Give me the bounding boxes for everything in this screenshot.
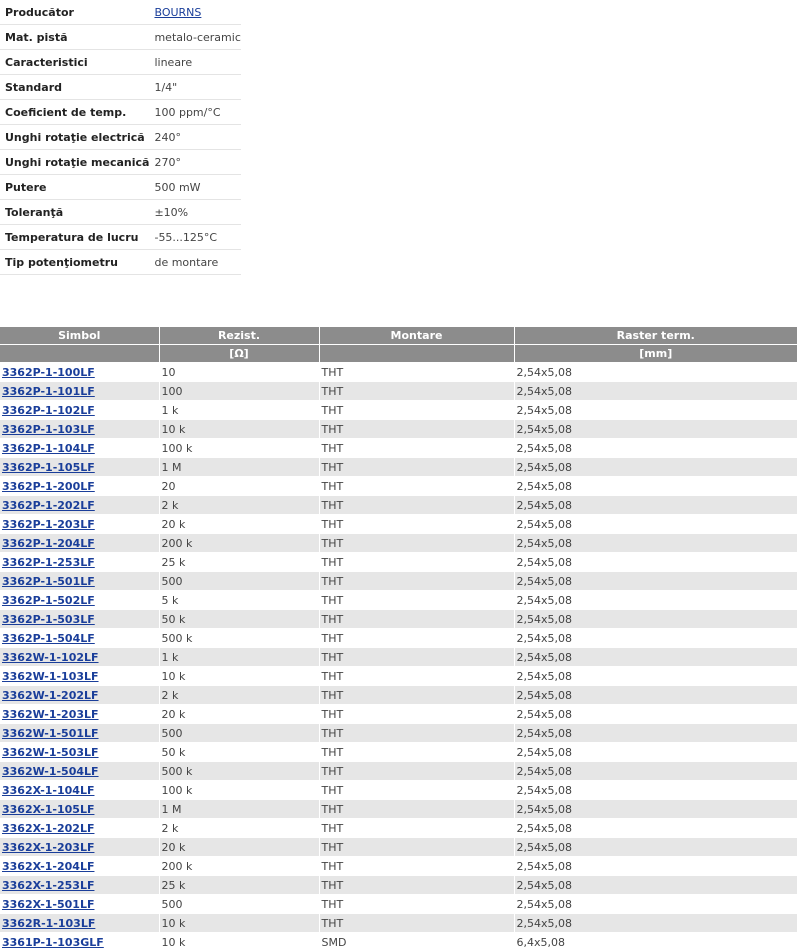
mounting-cell: SMD bbox=[319, 933, 514, 952]
part-link[interactable]: 3362P-1-103LF bbox=[2, 422, 95, 436]
pitch-cell: 2,54x5,08 bbox=[514, 762, 797, 781]
part-link[interactable]: 3362P-1-203LF bbox=[2, 517, 95, 531]
resistance-cell: 20 k bbox=[159, 705, 319, 724]
unit-pitch: [mm] bbox=[514, 345, 797, 363]
table-row bbox=[0, 857, 797, 876]
spec-label: Temperatura de lucru bbox=[0, 225, 149, 250]
mounting-cell: THT bbox=[319, 629, 514, 648]
mounting-cell: THT bbox=[319, 800, 514, 819]
spec-row bbox=[0, 0, 241, 25]
spec-label: Unghi rotaţie electrică bbox=[0, 125, 149, 150]
pitch-cell: 2,54x5,08 bbox=[514, 857, 797, 876]
unit-mounting bbox=[319, 345, 514, 363]
part-link[interactable]: 3362W-1-503LF bbox=[2, 745, 99, 759]
mounting-cell: THT bbox=[319, 610, 514, 629]
table-row bbox=[0, 705, 797, 724]
part-link[interactable]: 3362X-1-104LF bbox=[2, 783, 95, 797]
table-row bbox=[0, 800, 797, 819]
table-row bbox=[0, 610, 797, 629]
spec-row bbox=[0, 75, 241, 100]
table-row bbox=[0, 363, 797, 382]
spec-row bbox=[0, 150, 241, 175]
part-link[interactable]: 3362W-1-504LF bbox=[2, 764, 99, 778]
symbol-cell bbox=[0, 572, 159, 591]
mounting-cell: THT bbox=[319, 553, 514, 572]
resistance-cell: 2 k bbox=[159, 496, 319, 515]
table-row bbox=[0, 534, 797, 553]
resistance-cell: 5 k bbox=[159, 591, 319, 610]
spec-label: Mat. pistă bbox=[0, 25, 149, 50]
resistance-cell: 500 k bbox=[159, 629, 319, 648]
symbol-cell bbox=[0, 363, 159, 382]
spec-value: 1/4" bbox=[149, 75, 240, 100]
pitch-cell: 2,54x5,08 bbox=[514, 477, 797, 496]
manufacturer-link[interactable]: BOURNS bbox=[154, 5, 202, 19]
symbol-cell bbox=[0, 382, 159, 401]
table-row bbox=[0, 914, 797, 933]
parts-table bbox=[0, 327, 797, 952]
column-header-symbol[interactable]: Simbol bbox=[0, 327, 159, 345]
table-row bbox=[0, 819, 797, 838]
spec-value: 500 mW bbox=[149, 175, 240, 200]
resistance-cell: 50 k bbox=[159, 743, 319, 762]
part-link[interactable]: 3362W-1-103LF bbox=[2, 669, 99, 683]
spec-label: Tip potenţiometru bbox=[0, 250, 149, 275]
pitch-cell: 2,54x5,08 bbox=[514, 743, 797, 762]
symbol-cell bbox=[0, 876, 159, 895]
mounting-cell: THT bbox=[319, 743, 514, 762]
part-link[interactable]: 3362P-1-101LF bbox=[2, 384, 95, 398]
symbol-cell bbox=[0, 724, 159, 743]
symbol-cell bbox=[0, 857, 159, 876]
part-link[interactable]: 3362X-1-203LF bbox=[2, 840, 95, 854]
mounting-cell: THT bbox=[319, 667, 514, 686]
resistance-cell: 500 k bbox=[159, 762, 319, 781]
part-link[interactable]: 3362X-1-501LF bbox=[2, 897, 95, 911]
part-link[interactable]: 3362P-1-501LF bbox=[2, 574, 95, 588]
table-row bbox=[0, 762, 797, 781]
spec-value bbox=[149, 0, 240, 25]
mounting-cell: THT bbox=[319, 762, 514, 781]
spec-row bbox=[0, 225, 241, 250]
spec-value: ±10% bbox=[149, 200, 240, 225]
pitch-cell: 2,54x5,08 bbox=[514, 724, 797, 743]
pitch-cell: 2,54x5,08 bbox=[514, 705, 797, 724]
table-row bbox=[0, 477, 797, 496]
mounting-cell: THT bbox=[319, 572, 514, 591]
table-row bbox=[0, 933, 797, 952]
pitch-cell: 2,54x5,08 bbox=[514, 553, 797, 572]
part-link[interactable]: 3362P-1-503LF bbox=[2, 612, 95, 626]
symbol-cell bbox=[0, 477, 159, 496]
spec-row bbox=[0, 100, 241, 125]
pitch-cell: 2,54x5,08 bbox=[514, 838, 797, 857]
symbol-cell bbox=[0, 610, 159, 629]
mounting-cell: THT bbox=[319, 534, 514, 553]
symbol-cell bbox=[0, 762, 159, 781]
spec-row bbox=[0, 250, 241, 275]
spec-row bbox=[0, 125, 241, 150]
resistance-cell: 10 k bbox=[159, 914, 319, 933]
pitch-cell: 2,54x5,08 bbox=[514, 420, 797, 439]
part-link[interactable]: 3362P-1-102LF bbox=[2, 403, 95, 417]
spec-label: Toleranţă bbox=[0, 200, 149, 225]
mounting-cell: THT bbox=[319, 648, 514, 667]
spec-row bbox=[0, 25, 241, 50]
spec-value: lineare bbox=[149, 50, 240, 75]
pitch-cell: 2,54x5,08 bbox=[514, 876, 797, 895]
part-link[interactable]: 3362P-1-100LF bbox=[2, 365, 95, 379]
resistance-cell: 50 k bbox=[159, 610, 319, 629]
part-link[interactable]: 3362P-1-504LF bbox=[2, 631, 95, 645]
table-row bbox=[0, 401, 797, 420]
symbol-cell bbox=[0, 629, 159, 648]
pitch-cell: 2,54x5,08 bbox=[514, 458, 797, 477]
table-row bbox=[0, 667, 797, 686]
mounting-cell: THT bbox=[319, 477, 514, 496]
resistance-cell: 20 bbox=[159, 477, 319, 496]
mounting-cell: THT bbox=[319, 705, 514, 724]
resistance-cell: 20 k bbox=[159, 515, 319, 534]
pitch-cell: 2,54x5,08 bbox=[514, 667, 797, 686]
resistance-cell: 1 k bbox=[159, 648, 319, 667]
mounting-cell: THT bbox=[319, 439, 514, 458]
symbol-cell bbox=[0, 705, 159, 724]
symbol-cell bbox=[0, 439, 159, 458]
resistance-cell: 100 k bbox=[159, 781, 319, 800]
pitch-cell: 2,54x5,08 bbox=[514, 686, 797, 705]
table-row bbox=[0, 439, 797, 458]
pitch-cell: 2,54x5,08 bbox=[514, 496, 797, 515]
spec-row bbox=[0, 175, 241, 200]
symbol-cell bbox=[0, 743, 159, 762]
resistance-cell: 25 k bbox=[159, 876, 319, 895]
specifications-table bbox=[0, 0, 241, 275]
pitch-cell: 2,54x5,08 bbox=[514, 781, 797, 800]
spec-label: Coeficient de temp. bbox=[0, 100, 149, 125]
mounting-cell: THT bbox=[319, 363, 514, 382]
spec-value: 100 ppm/°C bbox=[149, 100, 240, 125]
part-link[interactable]: 3362X-1-202LF bbox=[2, 821, 95, 835]
spec-label: Standard bbox=[0, 75, 149, 100]
header-row bbox=[0, 327, 797, 345]
resistance-cell: 100 bbox=[159, 382, 319, 401]
symbol-cell bbox=[0, 933, 159, 952]
table-row bbox=[0, 895, 797, 914]
resistance-cell: 500 bbox=[159, 895, 319, 914]
pitch-cell: 2,54x5,08 bbox=[514, 534, 797, 553]
part-link[interactable]: 3362P-1-200LF bbox=[2, 479, 95, 493]
resistance-cell: 25 k bbox=[159, 553, 319, 572]
symbol-cell bbox=[0, 667, 159, 686]
mounting-cell: THT bbox=[319, 914, 514, 933]
symbol-cell bbox=[0, 458, 159, 477]
symbol-cell bbox=[0, 496, 159, 515]
mounting-cell: THT bbox=[319, 458, 514, 477]
part-link[interactable]: 3362X-1-105LF bbox=[2, 802, 95, 816]
table-row bbox=[0, 876, 797, 895]
part-link[interactable]: 3362X-1-253LF bbox=[2, 878, 95, 892]
mounting-cell: THT bbox=[319, 686, 514, 705]
part-link[interactable]: 3362P-1-204LF bbox=[2, 536, 95, 550]
symbol-cell bbox=[0, 648, 159, 667]
pitch-cell: 2,54x5,08 bbox=[514, 800, 797, 819]
table-row bbox=[0, 686, 797, 705]
table-row bbox=[0, 781, 797, 800]
pitch-cell: 2,54x5,08 bbox=[514, 439, 797, 458]
resistance-cell: 20 k bbox=[159, 838, 319, 857]
part-link[interactable]: 3362P-1-104LF bbox=[2, 441, 95, 455]
part-link[interactable]: 3362P-1-202LF bbox=[2, 498, 95, 512]
spec-value: 270° bbox=[149, 150, 240, 175]
pitch-cell: 2,54x5,08 bbox=[514, 515, 797, 534]
table-row bbox=[0, 591, 797, 610]
part-link[interactable]: 3362P-1-105LF bbox=[2, 460, 95, 474]
pitch-cell: 2,54x5,08 bbox=[514, 363, 797, 382]
resistance-cell: 1 M bbox=[159, 458, 319, 477]
pitch-cell: 2,54x5,08 bbox=[514, 914, 797, 933]
part-link[interactable]: 3362X-1-204LF bbox=[2, 859, 95, 873]
spec-label: Caracteristici bbox=[0, 50, 149, 75]
mounting-cell: THT bbox=[319, 515, 514, 534]
table-row bbox=[0, 572, 797, 591]
table-row bbox=[0, 515, 797, 534]
mounting-cell: THT bbox=[319, 895, 514, 914]
column-header-resistance[interactable]: Rezist. bbox=[159, 327, 319, 345]
spec-label: Producător bbox=[0, 0, 149, 25]
resistance-cell: 10 k bbox=[159, 667, 319, 686]
symbol-cell bbox=[0, 800, 159, 819]
spec-label: Unghi rotaţie mecanică bbox=[0, 150, 149, 175]
symbol-cell bbox=[0, 895, 159, 914]
table-row bbox=[0, 838, 797, 857]
spec-value: -55...125°C bbox=[149, 225, 240, 250]
table-row bbox=[0, 420, 797, 439]
spec-value: 240° bbox=[149, 125, 240, 150]
symbol-cell bbox=[0, 819, 159, 838]
resistance-cell: 500 bbox=[159, 724, 319, 743]
pitch-cell: 2,54x5,08 bbox=[514, 648, 797, 667]
mounting-cell: THT bbox=[319, 382, 514, 401]
part-link[interactable]: 3362W-1-102LF bbox=[2, 650, 99, 664]
pitch-cell: 2,54x5,08 bbox=[514, 591, 797, 610]
mounting-cell: THT bbox=[319, 838, 514, 857]
part-link[interactable]: 3362R-1-103LF bbox=[2, 916, 96, 930]
units-row bbox=[0, 345, 797, 363]
symbol-cell bbox=[0, 686, 159, 705]
pitch-cell: 2,54x5,08 bbox=[514, 819, 797, 838]
table-row bbox=[0, 553, 797, 572]
resistance-cell: 1 M bbox=[159, 800, 319, 819]
spec-value: metalo-ceramic bbox=[149, 25, 240, 50]
resistance-cell: 10 k bbox=[159, 420, 319, 439]
mounting-cell: THT bbox=[319, 781, 514, 800]
resistance-cell: 10 k bbox=[159, 933, 319, 952]
mounting-cell: THT bbox=[319, 496, 514, 515]
resistance-cell: 1 k bbox=[159, 401, 319, 420]
table-row bbox=[0, 648, 797, 667]
part-link[interactable]: 3362P-1-502LF bbox=[2, 593, 95, 607]
mounting-cell: THT bbox=[319, 819, 514, 838]
mounting-cell: THT bbox=[319, 857, 514, 876]
spec-row bbox=[0, 50, 241, 75]
symbol-cell bbox=[0, 515, 159, 534]
symbol-cell bbox=[0, 553, 159, 572]
resistance-cell: 2 k bbox=[159, 819, 319, 838]
mounting-cell: THT bbox=[319, 591, 514, 610]
pitch-cell: 2,54x5,08 bbox=[514, 382, 797, 401]
spec-value: de montare bbox=[149, 250, 240, 275]
symbol-cell bbox=[0, 534, 159, 553]
mounting-cell: THT bbox=[319, 876, 514, 895]
part-link[interactable]: 3361P-1-103GLF bbox=[2, 935, 104, 949]
column-header-pitch[interactable]: Raster term. bbox=[514, 327, 797, 345]
resistance-cell: 10 bbox=[159, 363, 319, 382]
table-row bbox=[0, 496, 797, 515]
resistance-cell: 100 k bbox=[159, 439, 319, 458]
pitch-cell: 2,54x5,08 bbox=[514, 629, 797, 648]
part-link[interactable]: 3362W-1-203LF bbox=[2, 707, 99, 721]
symbol-cell bbox=[0, 914, 159, 933]
part-link[interactable]: 3362W-1-202LF bbox=[2, 688, 99, 702]
mounting-cell: THT bbox=[319, 724, 514, 743]
resistance-cell: 200 k bbox=[159, 534, 319, 553]
symbol-cell bbox=[0, 781, 159, 800]
pitch-cell: 6,4x5,08 bbox=[514, 933, 797, 952]
symbol-cell bbox=[0, 401, 159, 420]
column-header-mounting[interactable]: Montare bbox=[319, 327, 514, 345]
pitch-cell: 2,54x5,08 bbox=[514, 572, 797, 591]
part-link[interactable]: 3362P-1-253LF bbox=[2, 555, 95, 569]
symbol-cell bbox=[0, 591, 159, 610]
part-link[interactable]: 3362W-1-501LF bbox=[2, 726, 99, 740]
spec-label: Putere bbox=[0, 175, 149, 200]
table-row bbox=[0, 458, 797, 477]
mounting-cell: THT bbox=[319, 420, 514, 439]
symbol-cell bbox=[0, 420, 159, 439]
table-row bbox=[0, 724, 797, 743]
pitch-cell: 2,54x5,08 bbox=[514, 610, 797, 629]
resistance-cell: 200 k bbox=[159, 857, 319, 876]
unit-resistance: [Ω] bbox=[159, 345, 319, 363]
symbol-cell bbox=[0, 838, 159, 857]
table-row bbox=[0, 629, 797, 648]
pitch-cell: 2,54x5,08 bbox=[514, 895, 797, 914]
pitch-cell: 2,54x5,08 bbox=[514, 401, 797, 420]
table-row bbox=[0, 743, 797, 762]
resistance-cell: 2 k bbox=[159, 686, 319, 705]
resistance-cell: 500 bbox=[159, 572, 319, 591]
mounting-cell: THT bbox=[319, 401, 514, 420]
spec-row bbox=[0, 200, 241, 225]
unit-symbol bbox=[0, 345, 159, 363]
table-row bbox=[0, 382, 797, 401]
